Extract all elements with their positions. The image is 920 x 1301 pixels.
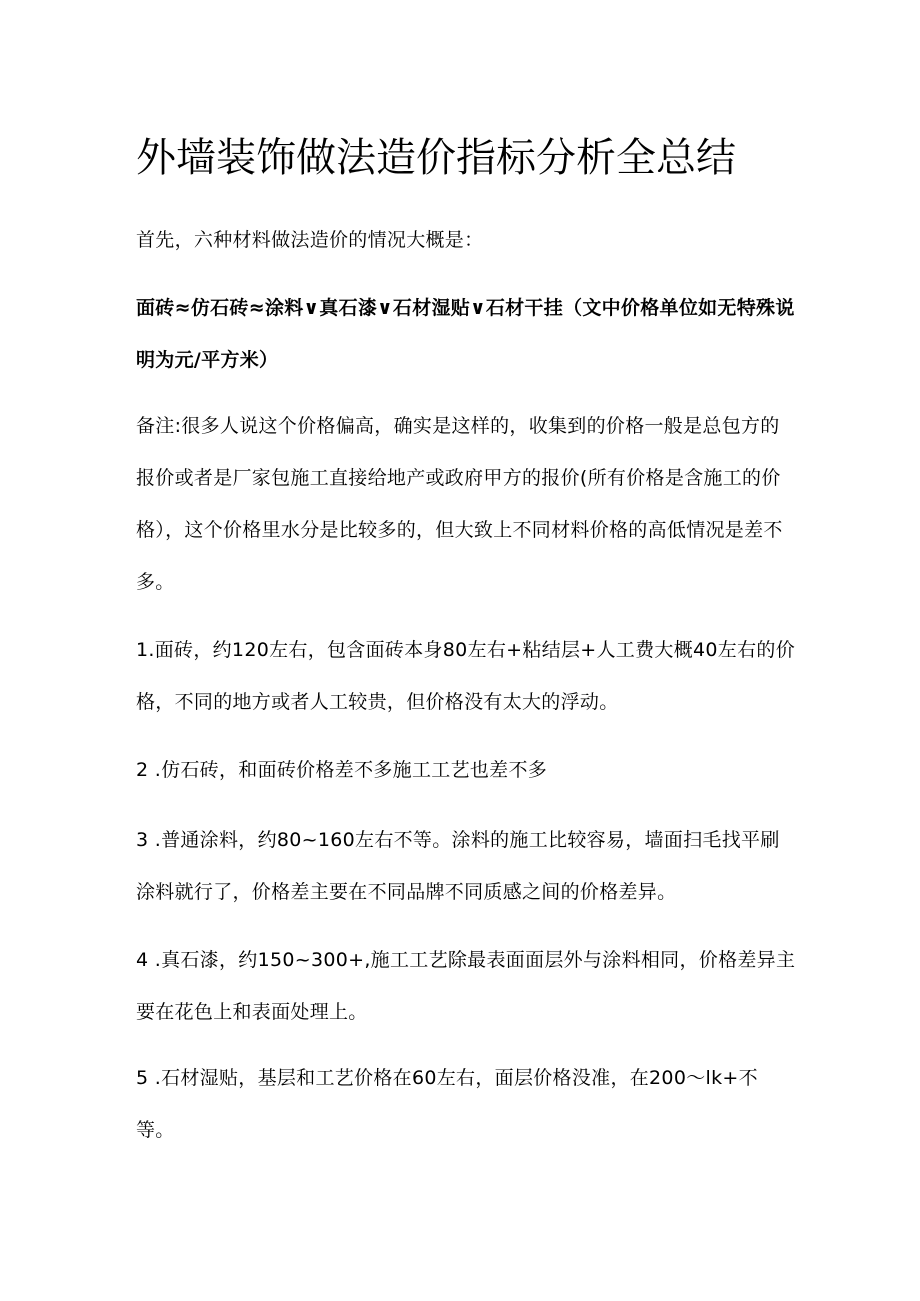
document-title: 外墙装饰做法造价指标分析全总结 bbox=[136, 135, 736, 181]
note-paragraph: 备注:很多人说这个价格偏高，确实是这样的，收集到的价格一般是总包方的报价或者是厂家包施工直接给地产或政府甲方的报价(所有价格是含施工的价格），这个价格里水分是比较多的，但大致上不同材料价格的高低情况是差不多。 bbox=[136, 415, 783, 593]
material-price-summary: 面砖≈仿石砖≈涂料∨真石漆∨石材湿贴∨石材干挂（文中价格单位如无特殊说明为元/平方米） bbox=[136, 297, 795, 371]
list-item-imitation-stone-tile: 2 .仿石砖，和面砖价格差不多施工工艺也差不多 bbox=[136, 759, 548, 781]
intro-paragraph: 首先，六种材料做法造价的情况大概是： bbox=[136, 229, 484, 251]
list-item-wet-stone-cladding: 5 .石材湿贴，基层和工艺价格在60左右，面层价格没准，在200～lk+不等。 bbox=[136, 1067, 758, 1141]
list-item-real-stone-paint: 4 .真石漆，约150~300+,施工工艺除最表面面层外与涂料相同，价格差异主要在花色上和表面处理上。 bbox=[136, 949, 796, 1023]
list-item-paint: 3 .普通涂料，约80~160左右不等。涂料的施工比较容易，墙面扫毛找平刷涂料就行了，价格差主要在不同品牌不同质感之间的价格差异。 bbox=[136, 829, 780, 903]
list-item-tile: 1.面砖，约120左右，包含面砖本身80左右+粘结层+人工费大概40左右的价格，不同的地方或者人工较贵，但价格没有太大的浮动。 bbox=[136, 639, 795, 713]
